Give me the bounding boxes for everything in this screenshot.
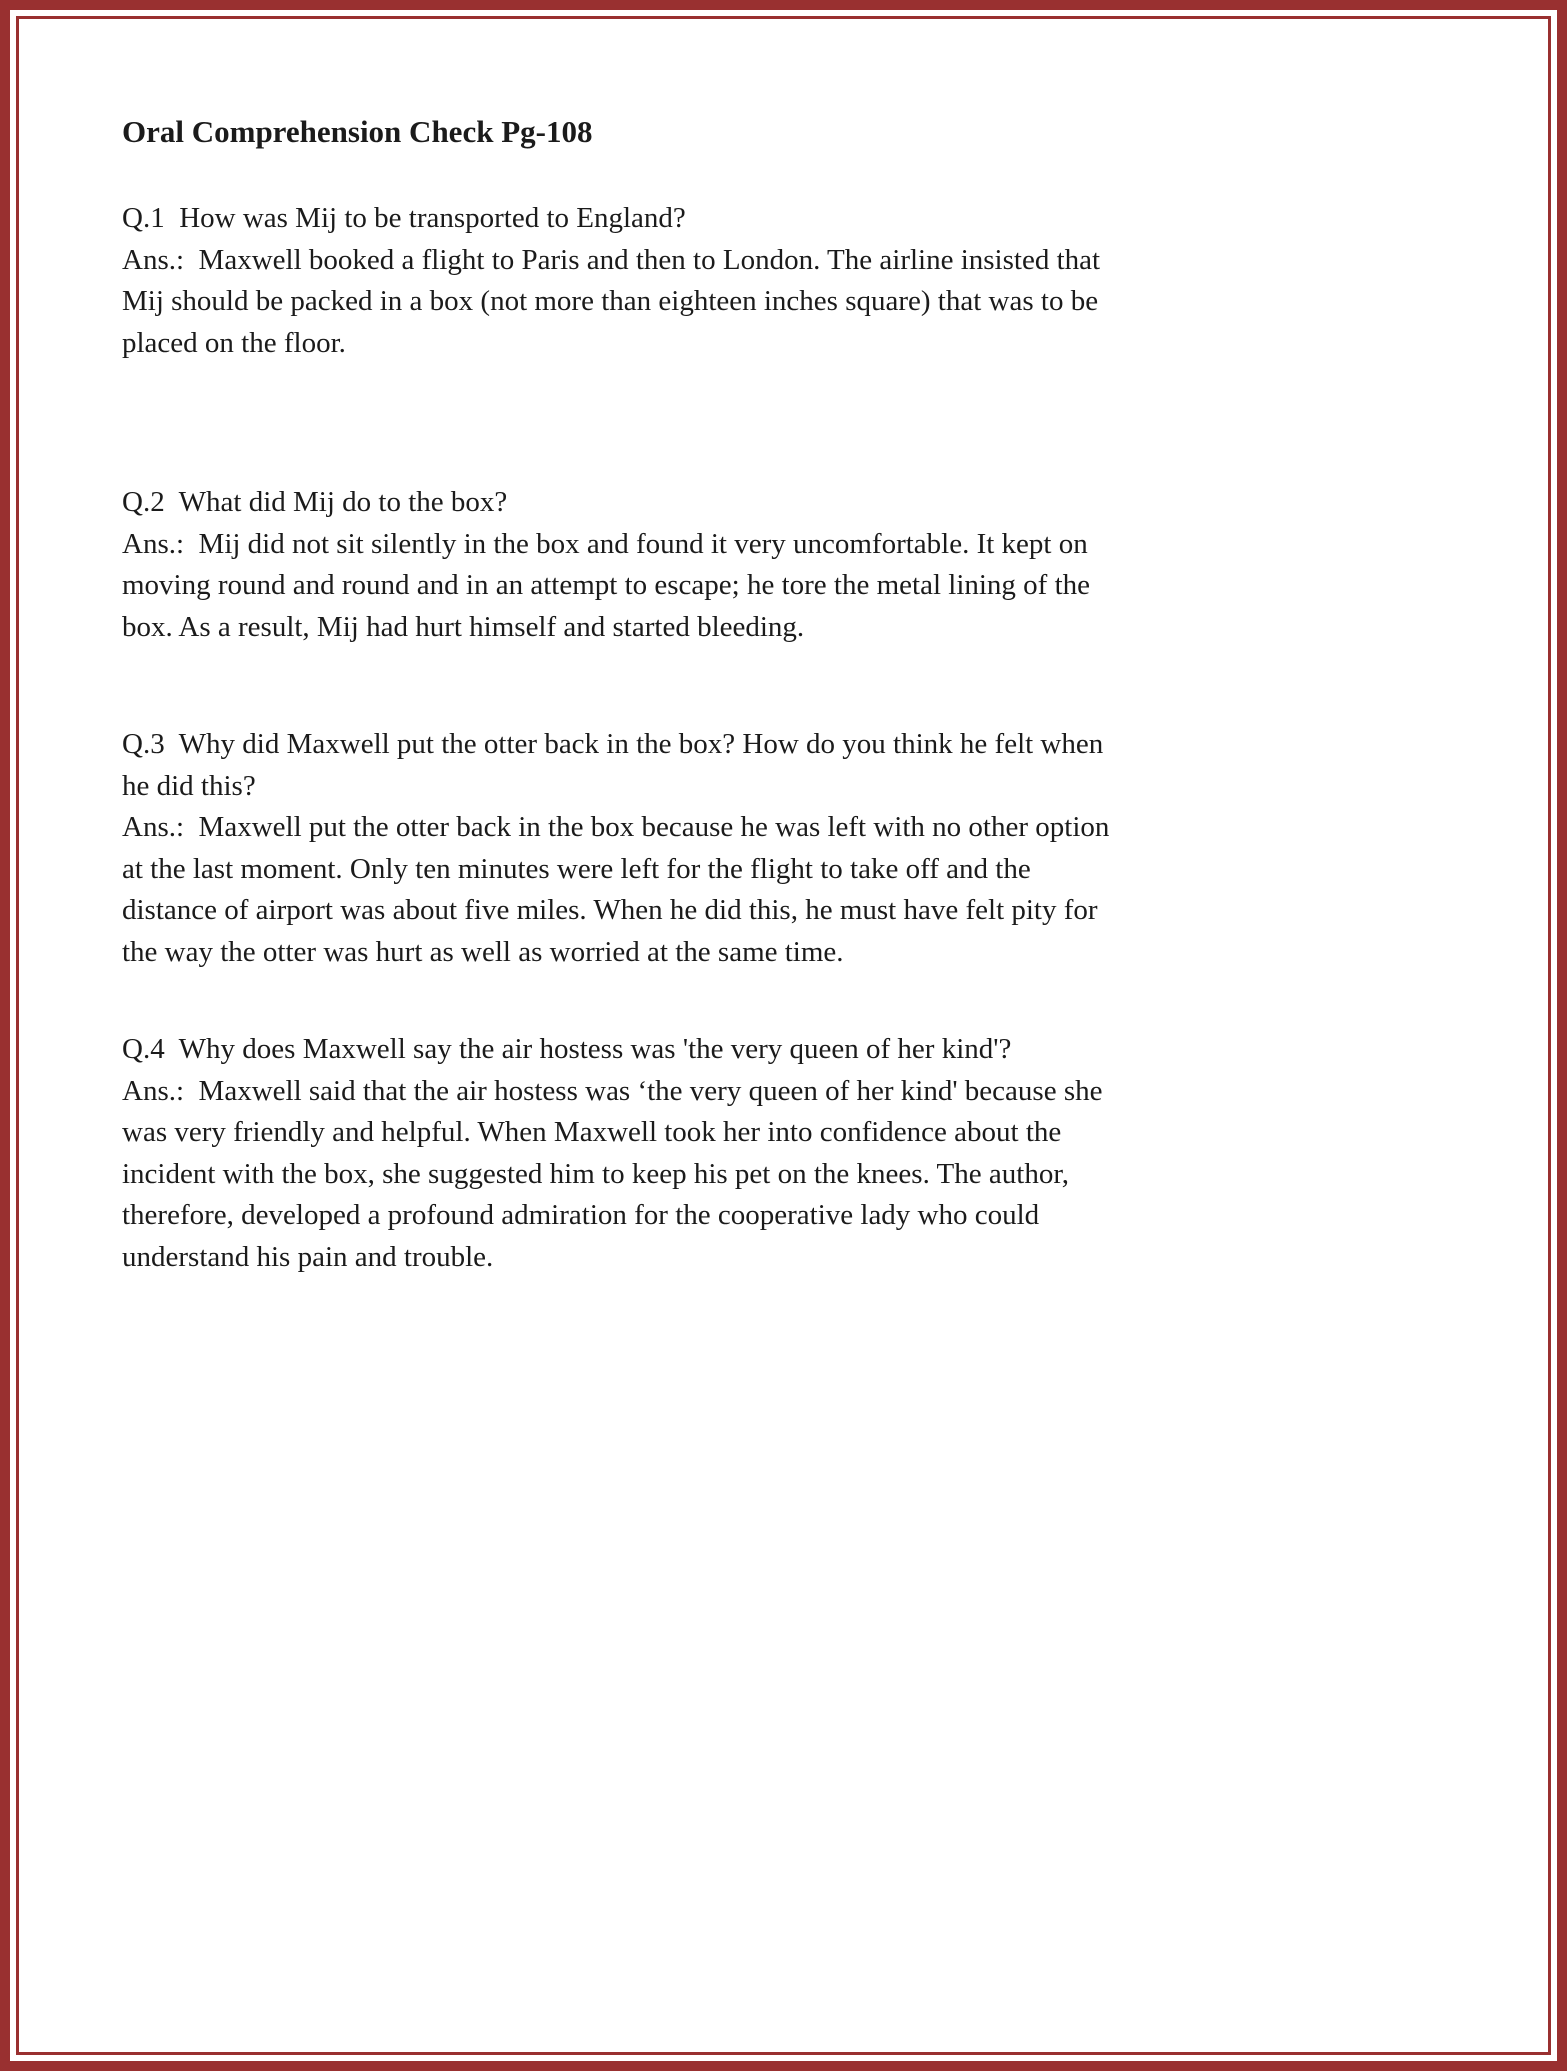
answer-3-text: Ans.: Maxwell put the otter back in the box because he was left with no other option at the last moment. Only ten minutes were left for the flight to take off and the distance of airport was about five miles. When he did this, he must have felt pity for the way the otter was hurt as well as worried at the same time. bbox=[122, 811, 1117, 968]
page-title: Oral Comprehension Check Pg-108 bbox=[122, 114, 593, 149]
answer-1-text: Ans.: Maxwell booked a flight to Paris and then to London. The airline insisted that Mij should be packed in a box (not more than eighteen inches square) that was to be placed on the floor. bbox=[122, 243, 1108, 359]
question-2-text: Q.2 What did Mij do to the box? bbox=[122, 486, 508, 518]
answer-4-text: Ans.: Maxwell said that the air hostess was ‘the very queen of her kind' because she was very friendly and helpful. When Maxwell took her into confidence about the incident with the box, she suggested him to keep his pet on the knees. The author, therefore, developed a profound admiration for the cooperative lady who could understand his pain and trouble. bbox=[122, 1074, 1110, 1273]
qa-section-4 bbox=[122, 1029, 1119, 1278]
question-3-text: Q.3 Why did Maxwell put the otter back in the box? How do you think he felt when he did this? bbox=[122, 728, 1111, 802]
question-1-text: Q.1 How was Mij to be transported to England? bbox=[122, 202, 686, 234]
qa-section-3 bbox=[122, 724, 1119, 973]
answer-2-text: Ans.: Mij did not sit silently in the box and found it very uncomfortable. It kept on moving round and round and in an attempt to escape; he tore the metal lining of the box. As a result, Mij had hurt himself and started bleeding. bbox=[122, 527, 1098, 643]
document-content bbox=[19, 19, 1209, 1338]
document-page-inner-border bbox=[16, 16, 1551, 2055]
question-4-text: Q.4 Why does Maxwell say the air hostess was 'the very queen of her kind'? bbox=[122, 1033, 1012, 1065]
qa-section-1 bbox=[122, 198, 1119, 364]
qa-section-2 bbox=[122, 482, 1119, 648]
